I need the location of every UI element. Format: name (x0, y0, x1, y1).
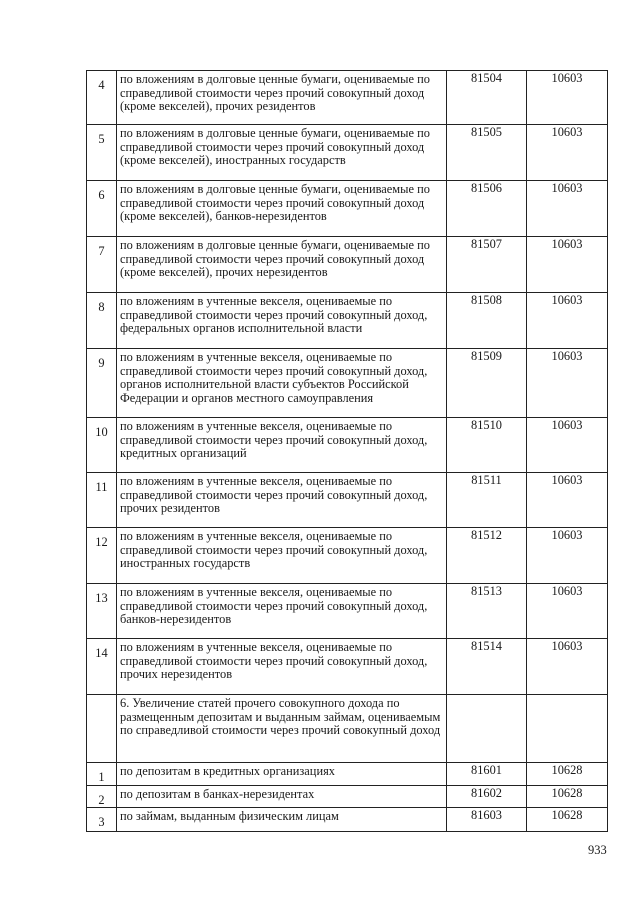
row-description-cell: по депозитам в кредитных организациях (117, 763, 447, 786)
row-account-code-cell: 81514 (447, 639, 527, 695)
row-symbol-cell: 10603 (527, 293, 608, 349)
row-number-cell: 10 (87, 418, 117, 473)
row-account-code-cell: 81511 (447, 473, 527, 528)
row-number-cell (87, 695, 117, 763)
row-description-cell: по вложениям в учтенные векселя, оцениваемые по справедливой стоимости через прочий совокупный доход, кредитных организаций (117, 418, 447, 473)
row-description-cell: по вложениям в долговые ценные бумаги, оцениваемые по справедливой стоимости через прочий совокупный доход (кроме векселей), банков-нерезидентов (117, 181, 447, 237)
row-number-cell: 13 (87, 584, 117, 639)
row-symbol-cell: 10603 (527, 473, 608, 528)
table-row (87, 181, 608, 237)
row-account-code-cell: 81508 (447, 293, 527, 349)
row-description-cell: по вложениям в долговые ценные бумаги, оцениваемые по справедливой стоимости через прочий совокупный доход (кроме векселей), прочих резидентов (117, 71, 447, 125)
table-row (87, 349, 608, 418)
row-symbol-cell: 10603 (527, 125, 608, 181)
row-account-code-cell: 81602 (447, 785, 527, 808)
table-row (87, 584, 608, 639)
table-row (87, 639, 608, 695)
table-row (87, 528, 608, 584)
row-description-cell: по вложениям в учтенные векселя, оцениваемые по справедливой стоимости через прочий совокупный доход, прочих резидентов (117, 473, 447, 528)
row-description-cell: по вложениям в долговые ценные бумаги, оцениваемые по справедливой стоимости через прочий совокупный доход (кроме векселей), иностранных государств (117, 125, 447, 181)
row-account-code-cell: 81510 (447, 418, 527, 473)
table-row (87, 125, 608, 181)
row-number-cell: 7 (87, 237, 117, 293)
row-number-cell: 5 (87, 125, 117, 181)
page-number: 933 (588, 843, 607, 857)
table-row (87, 237, 608, 293)
row-account-code-cell (447, 695, 527, 763)
table-row (87, 695, 608, 763)
row-symbol-cell: 10603 (527, 237, 608, 293)
row-number-cell: 12 (87, 528, 117, 584)
row-number-cell: 9 (87, 349, 117, 418)
row-account-code-cell: 81505 (447, 125, 527, 181)
table-row (87, 71, 608, 125)
table-row (87, 293, 608, 349)
row-symbol-cell: 10628 (527, 785, 608, 808)
row-number-cell: 4 (87, 71, 117, 125)
row-account-code-cell: 81507 (447, 237, 527, 293)
row-description-cell: по вложениям в учтенные векселя, оцениваемые по справедливой стоимости через прочий совокупный доход, банков-нерезидентов (117, 584, 447, 639)
row-symbol-cell: 10628 (527, 763, 608, 786)
row-description-cell: 6. Увеличение статей прочего совокупного дохода по размещенным депозитам и выданным займам, оцениваемым по справедливой стоимости через прочий совокупный доход (117, 695, 447, 763)
row-symbol-cell: 10603 (527, 418, 608, 473)
row-description-cell: по вложениям в учтенные векселя, оцениваемые по справедливой стоимости через прочий совокупный доход, органов исполнительной власти субъектов Российской Федерации и органов местного самоуправления (117, 349, 447, 418)
row-number-cell: 14 (87, 639, 117, 695)
row-description-cell: по вложениям в учтенные векселя, оцениваемые по справедливой стоимости через прочий совокупный доход, иностранных государств (117, 528, 447, 584)
row-symbol-cell: 10603 (527, 71, 608, 125)
table-body (87, 71, 608, 832)
row-account-code-cell: 81601 (447, 763, 527, 786)
account-codes-table (86, 70, 608, 832)
row-account-code-cell: 81513 (447, 584, 527, 639)
row-account-code-cell: 81509 (447, 349, 527, 418)
row-symbol-cell (527, 695, 608, 763)
table-row (87, 418, 608, 473)
row-symbol-cell: 10603 (527, 584, 608, 639)
row-number-cell: 1 (87, 763, 117, 786)
table-row (87, 785, 608, 808)
row-account-code-cell: 81504 (447, 71, 527, 125)
row-account-code-cell: 81506 (447, 181, 527, 237)
row-description-cell: по займам, выданным физическим лицам (117, 808, 447, 832)
row-symbol-cell: 10603 (527, 528, 608, 584)
row-symbol-cell: 10603 (527, 639, 608, 695)
row-number-cell: 11 (87, 473, 117, 528)
row-description-cell: по вложениям в долговые ценные бумаги, оцениваемые по справедливой стоимости через прочий совокупный доход (кроме векселей), прочих нерезидентов (117, 237, 447, 293)
row-description-cell: по депозитам в банках-нерезидентах (117, 785, 447, 808)
row-number-cell: 3 (87, 808, 117, 832)
row-number-cell: 8 (87, 293, 117, 349)
row-symbol-cell: 10603 (527, 349, 608, 418)
row-number-cell: 2 (87, 785, 117, 808)
table-row (87, 808, 608, 832)
row-number-cell: 6 (87, 181, 117, 237)
table-row (87, 763, 608, 786)
row-symbol-cell: 10603 (527, 181, 608, 237)
table-row (87, 473, 608, 528)
row-description-cell: по вложениям в учтенные векселя, оцениваемые по справедливой стоимости через прочий совокупный доход, прочих нерезидентов (117, 639, 447, 695)
row-account-code-cell: 81603 (447, 808, 527, 832)
row-symbol-cell: 10628 (527, 808, 608, 832)
row-account-code-cell: 81512 (447, 528, 527, 584)
row-description-cell: по вложениям в учтенные векселя, оцениваемые по справедливой стоимости через прочий совокупный доход, федеральных органов исполнительной власти (117, 293, 447, 349)
